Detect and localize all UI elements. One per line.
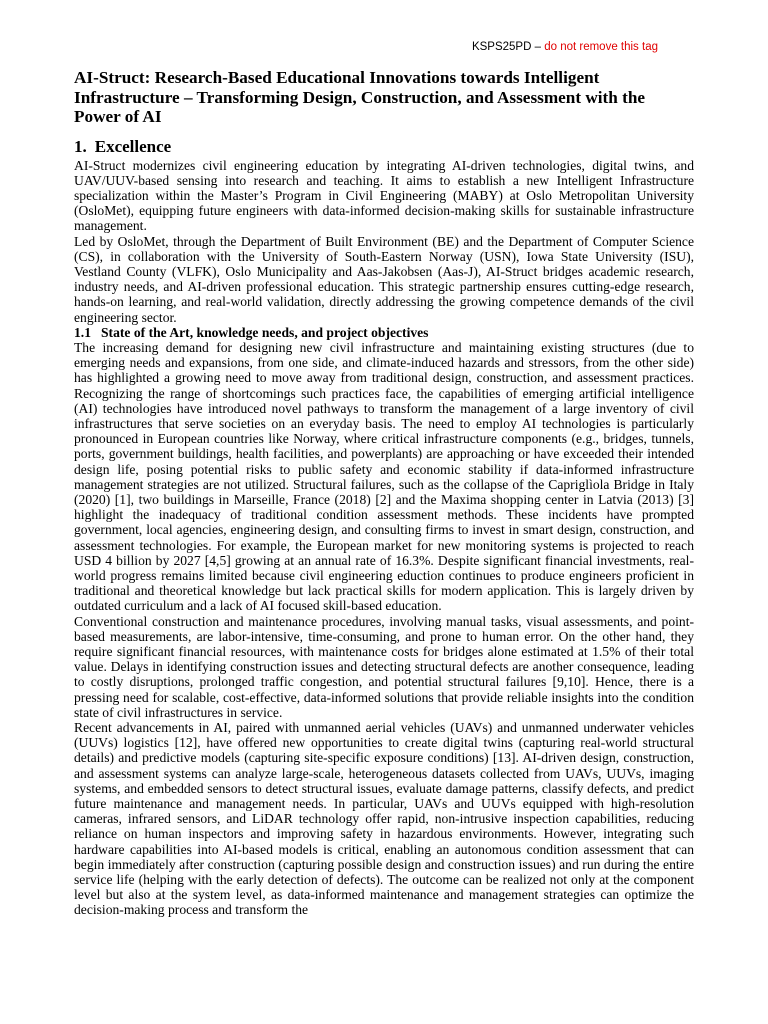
document-title: AI-Struct: Research-Based Educational Innovations towards Intelligent Infrastructure – Transforming Design, Construction, and Assessment with the Power of AI (74, 68, 646, 126)
paragraph: Recent advancements in AI, paired with unmanned aerial vehicles (UAVs) and unmanned underwater vehicles (UUVs) logistics [12], have offered new opportunities to create digital twins (capturing real-world structural details) and predictive models (capturing site-specific exposure conditions) [13]. AI-driven design, construction, and assessment systems can analyze large-scale, heterogeneous datasets collected from UAVs, UUVs, imaging systems, and embedded sensors to detect structural issues, evaluate damage patterns, classify defects, and predict future maintenance and management needs. In particular, UAVs and UUVs equipped with high-resolution cameras, infrared sensors, and LiDAR technology offer rapid, non-intrusive inspection capabilities, reducing reliance on human inspectors and improving safety in hazardous environments. However, integrating such hardware capabilities into AI-based models is critical, enabling an autonomous condition assessment that can begin immediately after construction (capturing possible design and construction issues) and run during the entire service life (helping with the early detection of defects). The outcome can be realized not only at the component level but also at the system level, as data-informed maintenance and management strategies can optimize the decision-making process and transform the (74, 720, 694, 918)
paragraph: Led by OsloMet, through the Department of Built Environment (BE) and the Department of Computer Science (CS), in collaboration with the University of South-Eastern Norway (USN), Iowa State University (ISU), Vestland County (VLFK), Oslo Municipality and Aas-Jakobsen (Aas-J), AI-Struct bridges academic research, industry needs, and AI-driven professional education. This strategic partnership ensures cutting-edge research, hands-on learning, and real-world validation, directly addressing the growing competence demands of the civil engineering sector. (74, 233, 694, 325)
subsection-number: 1.1 (74, 324, 91, 340)
subsection-heading (74, 325, 694, 340)
section-number: 1. (74, 136, 87, 156)
paragraph: The increasing demand for designing new civil infrastructure and maintaining existing structures (due to emerging needs and expansions, from one side, and climate-induced hazards and stressors, from the other side) has highlighted a growing need to move away from traditional design, construction, and assessment practices. Recognizing the range of shortcomings such practices face, the capabilities of emerging artificial intelligence (AI) technologies have introduced novel pathways to transform the management of a large inventory of civil infrastructures that serve societies on an everyday basis. The need to employ AI technologies is particularly pronounced in European countries like Norway, where critical infrastructure components (e.g., bridges, tunnels, ports, government buildings, health facilities, and powerplants) are approaching or have exceeded their intended design life, posing potential risks to public safety and economic stability if data-informed infrastructure management strategies are not utilized. Structural failures, such as the collapse of the Capriglìola Bridge in Italy (2020) [1], two buildings in Marseille, France (2018) [2] and the Maxima shopping center in Latvia (2013) [3] highlight the inadequacy of traditional condition assessment methods. These incidents have prompted government, local agencies, engineering design, and consulting firms to invest in smart design, construction, and assessment technologies. For example, the European market for new monitoring systems is projected to reach USD 4 billion by 2027 [4,5] growing at an annual rate of 16.3%. Despite significant financial investments, real-world progress remains limited because civil engineering eduction continues to produce engineers proficient in traditional and theoretical knowledge but lack practical skills for modern application. This is largely driven by outdated curriculum and a lack of AI focused skill-based education. (74, 339, 694, 614)
tag-separator: – (534, 41, 541, 53)
tag-warning: do not remove this tag (544, 41, 658, 53)
paragraph: Conventional construction and maintenance procedures, involving manual tasks, visual assessments, and point-based measurements, are labor-intensive, time-consuming, and prone to human error. On the other hand, they require significant financial resources, with maintenance costs for bridges alone estimated at 1.5% of their total value. Delays in identifying construction issues and detecting structural defects are another consequence, leading to costly disruptions, prolonged traffic congestion, and potential structural failures [9,10]. Hence, there is a pressing need for scalable, cost-effective, data-informed solutions that provide reliable insights into the condition state of civil infrastructures in service. (74, 613, 694, 720)
section-heading (74, 137, 694, 157)
tag-code: KSPS25PD (471, 41, 532, 53)
section-title: Excellence (94, 136, 172, 156)
subsection-title: State of the Art, knowledge needs, and project objectives (101, 324, 429, 340)
project-tag (74, 40, 694, 54)
paragraph: AI-Struct modernizes civil engineering education by integrating AI-driven technologies, digital twins, and UAV/UUV-based sensing into research and teaching. It aims to establish a new Intelligent Infrastructure specialization within the Master’s Program in Civil Engineering (MABY) at Oslo Metropolitan University (OsloMet), equipping future engineers with data-informed decision-making skills for sustainable infrastructure management. (74, 157, 694, 234)
